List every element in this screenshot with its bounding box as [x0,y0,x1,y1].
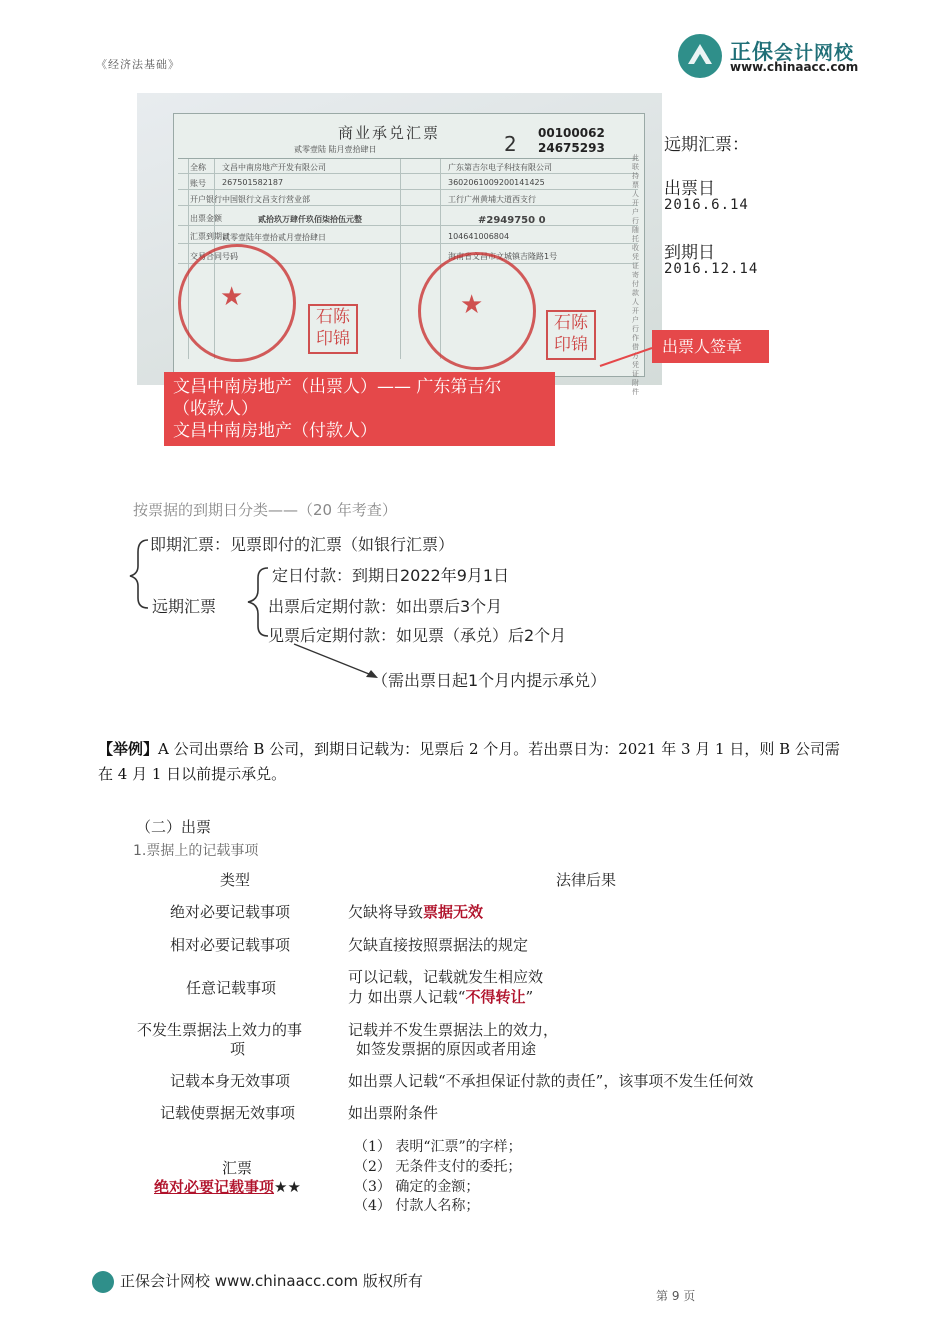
note-arrow [292,642,382,682]
signature-label: 出票人签章 [652,330,769,363]
table-bill-emphasis: 绝对必要记载事项★★ [154,1178,301,1196]
table-bill-type: 汇票 [222,1159,253,1177]
logo-icon [678,34,722,78]
table-row-type: 记载使票据无效事项 [160,1104,296,1122]
bill-row-label: 交易合同号码 [190,252,238,261]
bill-required-item: （4） 付款人名称； [354,1198,480,1214]
bill-payee-name: 广东第吉尔电子科技有限公司 [448,163,552,172]
bill-copy-number: 2 [504,132,517,156]
table-header-type: 类型 [220,871,251,889]
bill-serial: 00100062 24675293 [538,126,605,155]
table-row-consequence: 力 如出票人记载“不得转让” [348,988,534,1006]
table-row-type: 项 [230,1040,246,1058]
classification-heading: 按票据的到期日分类——（20 年考查） [133,501,397,519]
issue-date-value: 2016.6.14 [664,197,749,213]
table-row-consequence: 如签发票据的原因或者用途 [356,1040,537,1058]
bill-required-item: （1） 表明“汇票”的字样； [354,1139,522,1155]
table-row-consequence: 如出票附条件 [348,1104,439,1122]
due-date-label: 到期日 [664,243,715,263]
bill-drawer-bank: 中国银行文昌支行营业部 [222,195,310,204]
table-row-consequence: 欠缺直接按照票据法的规定 [348,936,529,954]
bill-drawer-name: 文昌中南房地产开发有限公司 [222,163,326,172]
table-row-type: 绝对必要记载事项 [170,903,291,921]
bill-side-note: 此联持票人开户行随托收凭证寄付款人开户行作借方凭证附件 [632,154,639,396]
table-row-type: 记载本身无效事项 [170,1072,291,1090]
bill-payee-bank: 工行广州黄埔大道西支行 [448,195,536,204]
bill-required-item: （3） 确定的金额； [354,1179,480,1195]
page-number: 第 9 页 [656,1289,696,1303]
table-row-type: 相对必要记载事项 [170,936,291,954]
fixed-date-payment: 定日付款：到期日2022年9月1日 [272,566,510,585]
page-footer: 正保会计网校 www.chinaacc.com 版权所有 [92,1270,423,1293]
section-subtitle: 1.票据上的记载事项 [133,843,259,859]
stamp-star-icon: ★ [460,290,484,320]
bill-row-label: 账号 [190,179,206,188]
signature-pointer-line [600,346,652,366]
section-title: （二）出票 [136,818,212,836]
bill-amount-digits: #2949750 0 [478,215,546,226]
table-row-consequence: 可以记载，记载就发生相应效 [348,968,544,986]
bill-required-item: （2） 无条件支付的委托； [354,1159,522,1175]
table-header-consequence: 法律后果 [556,871,617,889]
bill-photo [137,93,662,396]
bill-row-label: 全称 [190,163,206,172]
bill-title: 商业承兑汇票 [338,124,441,142]
sight-bill-line: 即期汇票：见票即付的汇票（如银行汇票） [150,535,455,554]
bill-row-label: 出票金额 [190,214,222,223]
bill-amount-caps: 贰拾玖万肆仟玖佰柒拾伍元整 [258,215,362,224]
bill-row-label: 汇票到期日 [190,232,230,241]
table-row-type: 任意记载事项 [186,979,277,997]
parties-annotation: 文昌中南房地产（出票人）—— 广东第吉尔 （收款人） 文昌中南房地产（付款人） [164,372,555,446]
table-row-type: 不发生票据法上效力的事 [137,1021,303,1039]
bill-type-label: 远期汇票： [664,135,749,155]
header-course-title: 《经济法基础》 [96,58,180,71]
bill-payer-address: 海南省文昌市文城镇吉隆路1号 [448,252,558,261]
bill-due-date: 贰零壹陆年壹拾贰月壹拾肆日 [222,233,326,242]
footer-logo-icon [92,1271,114,1293]
payee-name-seal: 石陈 印锦 [546,310,596,360]
logo-url: www.chinaacc.com [730,60,859,74]
bill-issue-date: 贰零壹陆 陆月壹拾肆日 [294,145,377,154]
logo-title: 正保会计网校 [730,40,855,64]
bill-row-label: 开户银行 [190,195,222,204]
issue-date-label: 出票日 [664,179,715,199]
classification-braces [128,538,288,698]
table-row-consequence: 欠缺将导致票据无效 [348,903,484,921]
acceptance-note: （需出票日起1个月内提示承兑） [372,671,607,690]
after-issue-payment: 出票后定期付款：如出票后3个月 [268,597,503,616]
bill-drawer-account: 267501582187 [222,178,284,187]
bill-payee-account: 3602061009200141425 [448,178,545,187]
table-row-consequence: 记载并不发生票据法上的效力， [348,1021,559,1039]
example-paragraph: 【举例】A 公司出票给 B 公司，到期日记载为：见票后 2 个月。若出票日为：2021 年 3 月 1 日，则 B 公司需在 4 月 1 日以前提示承兑。 [98,740,840,783]
table-row-consequence: 如出票人记载“不承担保证付款的责任”，该事项不发生任何效 [348,1072,754,1090]
commercial-acceptance-bill [173,113,645,396]
after-sight-payment: 见票后定期付款：如见票（承兑）后2个月 [268,626,567,645]
stamp-star-icon: ★ [220,282,244,312]
drawer-name-seal: 石陈 印锦 [308,304,358,354]
time-bill-label: 远期汇票 [152,597,217,616]
brand-logo [678,30,878,80]
due-date-value: 2016.12.14 [664,261,759,277]
bill-payer-account: 104641006804 [448,232,510,241]
